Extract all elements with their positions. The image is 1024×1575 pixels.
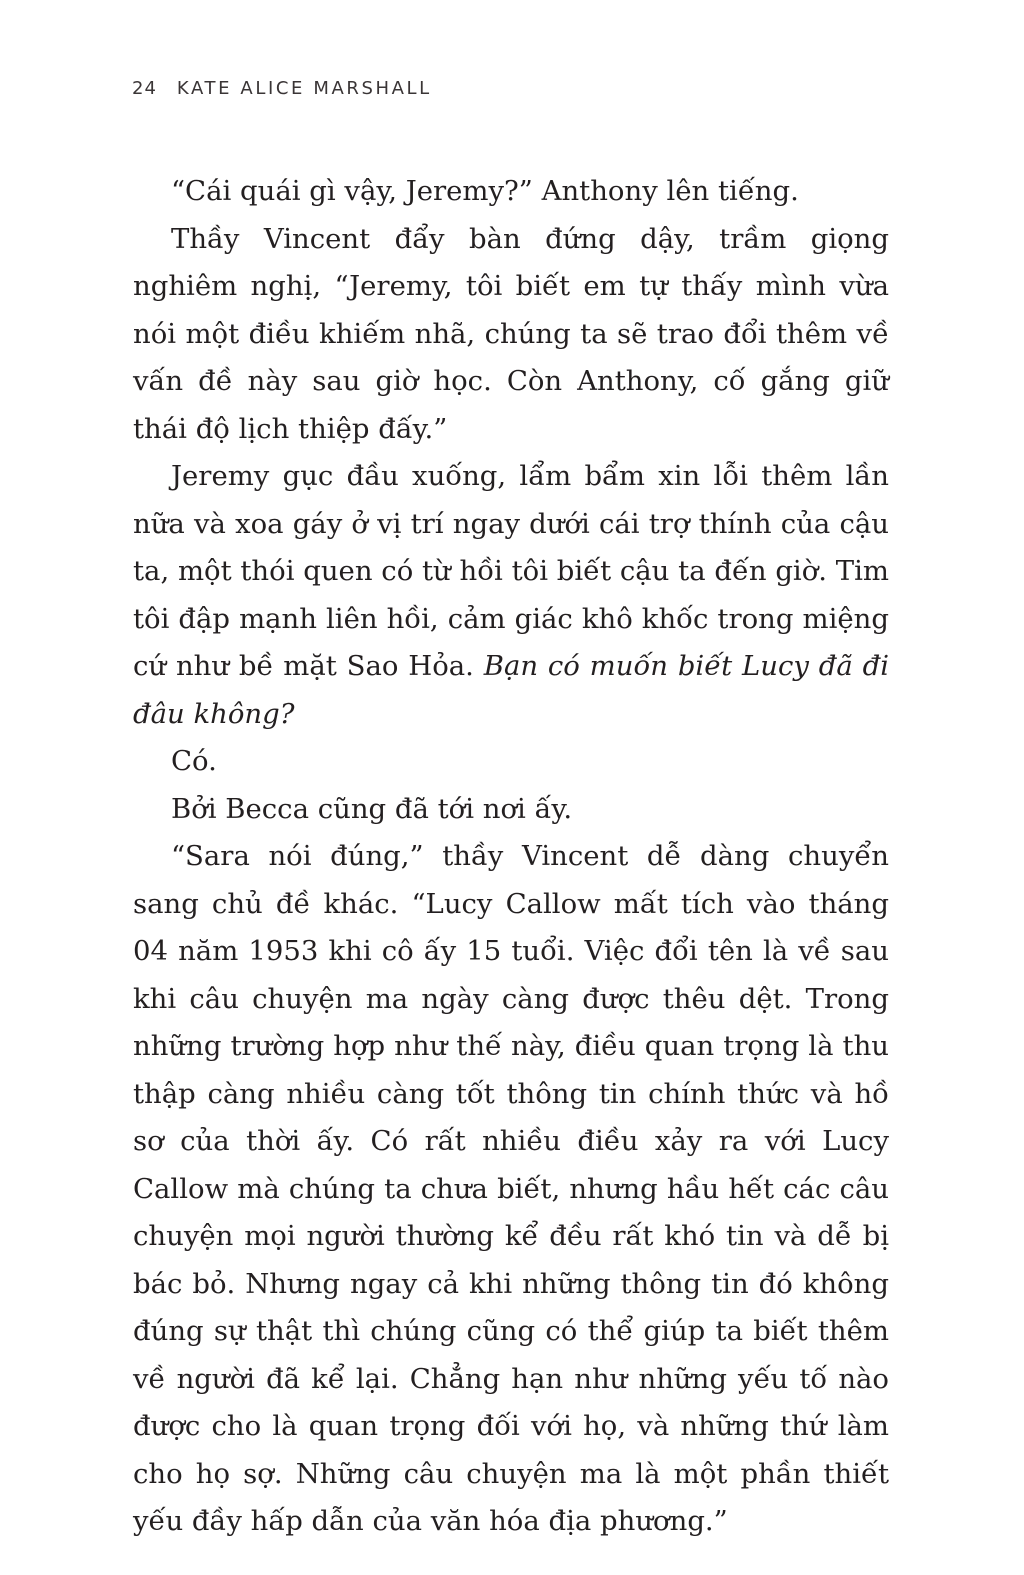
italic-thought: Bạn có muốn biết Lucy đã đi đâu không?: [133, 650, 889, 730]
paragraph: “Sara nói đúng,” thầy Vincent dễ dàng chuyển sang chủ đề khác. “Lucy Callow mất tích vào tháng 04 năm 1953 khi cô ấy 15 tuổi. Việc đổi tên là về sau khi câu chuyện ma ngày càng được thêu dệt. Trong những trường hợp như thế này, điều quan trọng là thu thập càng nhiều càng tốt thông tin chính thức và hồ sơ của thời ấy. Có rất nhiều điều xảy ra với Lucy Callow mà chúng ta chưa biết, nhưng hầu hết các câu chuyện mọi người thường kể đều rất khó tin và dễ bị bác bỏ. Nhưng ngay cả khi những thông tin đó không đúng sự thật thì chúng cũng có thể giúp ta biết thêm về người đã kể lại. Chẳng hạn như những yếu tố nào được cho là quan trọng đối với họ, và những thứ làm cho họ sợ. Những câu chuyện ma là một phần thiết yếu đầy hấp dẫn của văn hóa địa phương.”: [133, 840, 889, 1537]
paragraph-text: Jeremy gục đầu xuống, lẩm bẩm xin lỗi thêm lần nữa và xoa gáy ở vị trí ngay dưới cái trợ thính của cậu ta, một thói quen có từ hồi tôi biết cậu ta đến giờ. Tim tôi đập mạnh liên hồi, cảm giác khô khốc trong miệng cứ như bề mặt Sao Hỏa.: [133, 460, 889, 682]
paragraph: Thầy Vincent đẩy bàn đứng dậy, trầm giọng nghiêm nghị, “Jeremy, tôi biết em tự thấy mình vừa nói một điều khiếm nhã, chúng ta sẽ trao đổi thêm về vấn đề này sau giờ học. Còn Anthony, cố gắng giữ thái độ lịch thiệp đấy.”: [133, 222, 889, 445]
paragraph: “Cái quái gì vậy, Jeremy?” Anthony lên tiếng.: [171, 175, 799, 207]
paragraph: [133, 453, 889, 738]
author-name: KATE ALICE MARSHALL: [176, 78, 432, 99]
page-number: 24: [132, 78, 157, 99]
paragraph: Bởi Becca cũng đã tới nơi ấy.: [171, 792, 573, 825]
body-text: [133, 168, 889, 1546]
running-header: [132, 78, 432, 99]
paragraph: Có.: [171, 745, 217, 777]
